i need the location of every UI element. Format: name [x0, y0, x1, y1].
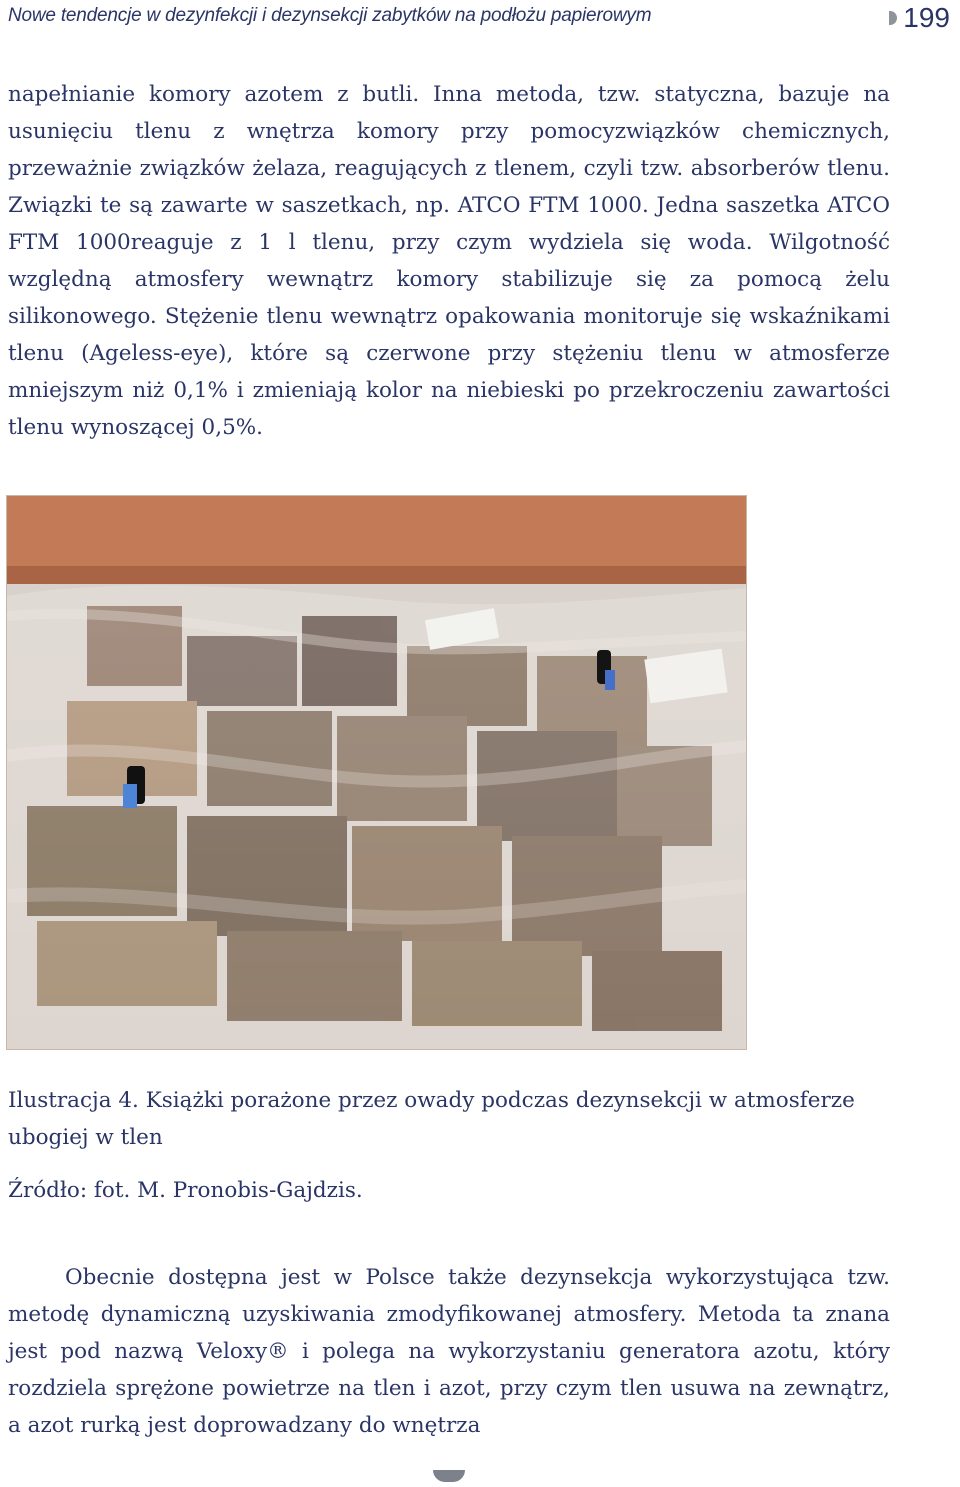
figure-source: Źródło: fot. M. Pronobis-Gajdzis.	[8, 1178, 363, 1203]
footer-marker-icon	[433, 1470, 465, 1482]
page-header	[8, 0, 952, 40]
page-number: 199	[903, 2, 950, 33]
page-marker-icon	[889, 11, 897, 25]
books-in-bag-photo	[7, 496, 747, 1050]
figure-photo	[6, 495, 747, 1050]
figure-caption: Ilustracja 4. Książki porażone przez owady podczas dezynsekcji w atmosferze ubogiej w tlen	[8, 1088, 855, 1150]
running-head: Nowe tendencje w dezynfekcji i dezynsekcji zabytków na podłożu papierowym	[8, 5, 652, 26]
body-paragraph-2: Obecnie dostępna jest w Polsce także dezynsekcja wykorzystująca tzw. metodę dynamiczną uzyskiwania zmodyfikowanej atmosfery. Metoda ta znana jest pod nazwą Veloxy® i polega na wykorzystaniu generatora azotu, który rozdziela sprężone powietrze na tlen i azot, przy czym tlen usuwa na zewnątrz, a azot rurką jest doprowadzany do wnętrza	[8, 1265, 890, 1438]
body-paragraph-1: napełnianie komory azotem z butli. Inna metoda, tzw. statyczna, bazuje na usunięciu tlenu z wnętrza komory przy pomocyzwiązków chemicznych, przeważnie związków żelaza, reagujących z tlenem, czyli tzw. absorberów tlenu. Związki te są zawarte w saszetkach, np. ATCO FTM 1000. Jedna saszetka ATCO FTM 1000reaguje z 1 l tlenu, przy czym wydziela się woda. Wilgotność względną atmosfery wewnątrz komory stabilizuje się za pomocą żelu silikonowego. Stężenie tlenu wewnątrz opakowania monitoruje się wskaźnikami tlenu (Ageless-eye), które są czerwone przy stężeniu tlenu w atmosferze mniejszym niż 0,1% i zmieniają kolor na niebieski po przekroczeniu zawartości tlenu wynoszącej 0,5%.	[8, 82, 890, 440]
page-number-group	[889, 2, 950, 34]
